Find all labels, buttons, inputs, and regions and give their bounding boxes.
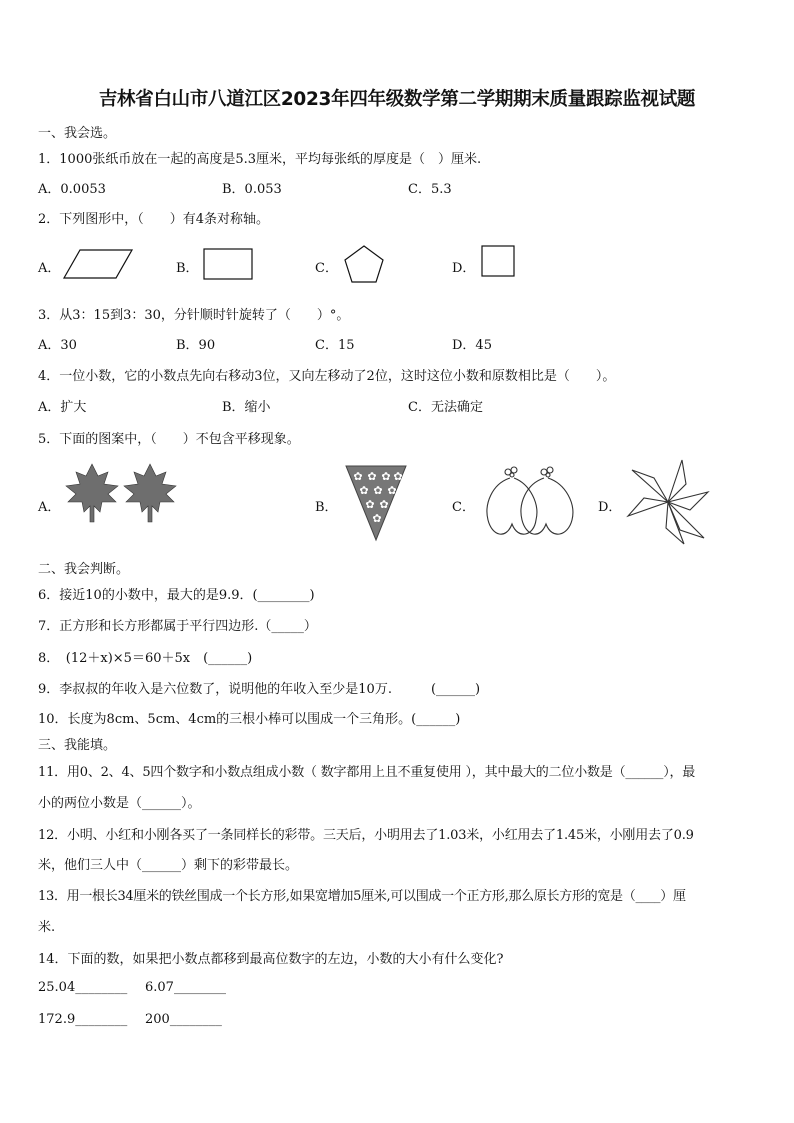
question-5: 5．下面的图案中，（ ）不包含平移现象。	[38, 432, 300, 447]
question-4: 4．一位小数，它的小数点先向右移动3位，又向左移动了2位，这时这位小数和原数相比是（ ）。	[38, 369, 616, 384]
svg-text:✿: ✿	[379, 498, 389, 511]
question-3: 3．从3：15到3：30，分针顺时针旋转了（ ）°。	[38, 308, 350, 323]
q3-option-d: D．45	[452, 338, 492, 353]
question-2: 2．下列图形中，（ ）有4条对称轴。	[38, 212, 270, 227]
hearts-figure	[482, 464, 580, 546]
q4-option-c: C．无法确定	[408, 400, 483, 415]
rectangle-figure	[202, 247, 254, 281]
svg-text:✿: ✿	[373, 484, 383, 497]
q3-option-c: C．15	[315, 338, 355, 353]
q14-item-4: 200________	[145, 1012, 222, 1027]
q2-option-d: D．	[452, 261, 476, 276]
q14-item-1: 25.04________	[38, 980, 128, 995]
svg-text:✿: ✿	[367, 470, 377, 483]
maple-leaves-figure	[62, 460, 182, 526]
q2-option-c: C．	[315, 261, 338, 276]
q2-option-a: A．	[38, 261, 61, 276]
question-1: 1．1000张纸币放在一起的高度是5.3厘米，平均每张纸的厚度是（ ）厘米.	[38, 152, 482, 167]
q3-option-b: B．90	[176, 338, 216, 353]
q5-option-c: C．	[452, 500, 475, 515]
question-13-line-1: 13．用一根长34厘米的铁丝围成一个长方形,如果宽增加5厘米,可以围成一个正方形,那么原长方形的宽是（____）厘	[38, 889, 686, 904]
q4-option-b: B．缩小	[222, 400, 271, 415]
q2-option-b: B．	[176, 261, 199, 276]
q4-option-a: A．扩大	[38, 400, 87, 415]
question-11-line-2: 小的两位小数是（______）。	[38, 796, 201, 811]
page-title: 吉林省白山市八道江区2023年四年级数学第二学期期末质量跟踪监视试题	[98, 89, 696, 110]
q1-option-c: C．5.3	[408, 182, 452, 197]
flower-triangle-figure	[344, 464, 408, 542]
svg-text:✿: ✿	[353, 470, 363, 483]
question-6: 6．接近10的小数中，最大的是9.9．(________)	[38, 588, 315, 603]
q5-option-b: B．	[315, 500, 338, 515]
q1-option-a: A．0.0053	[38, 182, 106, 197]
question-11-line-1: 11．用0、2、4、5四个数字和小数点组成小数（ 数字都用上且不重复使用 ），其中最大的二位小数是（______），最	[38, 765, 696, 780]
svg-text:✿: ✿	[365, 498, 375, 511]
square-figure	[480, 244, 516, 278]
parallelogram-figure	[62, 248, 134, 280]
q14-item-3: 172.9________	[38, 1012, 128, 1027]
svg-text:✿: ✿	[393, 470, 403, 483]
q5-option-d: D．	[598, 500, 622, 515]
question-8: 8． (12＋x)×5＝60＋5x (______)	[38, 651, 253, 666]
question-14: 14．下面的数，如果把小数点都移到最高位数字的左边，小数的大小有什么变化?	[38, 952, 504, 967]
q5-option-a: A．	[38, 500, 61, 515]
svg-text:✿: ✿	[387, 484, 397, 497]
q14-item-2: 6.07________	[145, 980, 226, 995]
pentagon-figure	[342, 244, 386, 284]
question-7: 7．正方形和长方形都属于平行四边形.（_____）	[38, 619, 317, 634]
q1-option-b: B．0.053	[222, 182, 282, 197]
svg-text:✿: ✿	[359, 484, 369, 497]
q3-option-a: A．30	[38, 338, 77, 353]
question-13-line-2: 米.	[38, 920, 56, 935]
section-3-heading: 三、我能填。	[38, 738, 117, 753]
question-12-line-1: 12．小明、小红和小刚各买了一条同样长的彩带。三天后，小明用去了1.03米，小红用去了1.45米，小刚用去了0.9	[38, 828, 694, 843]
svg-text:✿: ✿	[372, 512, 382, 525]
svg-text:✿: ✿	[381, 470, 391, 483]
section-1-heading: 一、我会选。	[38, 126, 117, 141]
question-12-line-2: 米，他们三人中（______）剩下的彩带最长。	[38, 858, 299, 873]
pinwheel-figure	[624, 456, 712, 548]
question-10: 10．长度为8cm、5cm、4cm的三根小棒可以围成一个三角形。(______)	[38, 712, 461, 727]
section-2-heading: 二、我会判断。	[38, 562, 130, 577]
question-9: 9．李叔叔的年收入是六位数了，说明他的年收入至少是10万. (______)	[38, 682, 481, 697]
